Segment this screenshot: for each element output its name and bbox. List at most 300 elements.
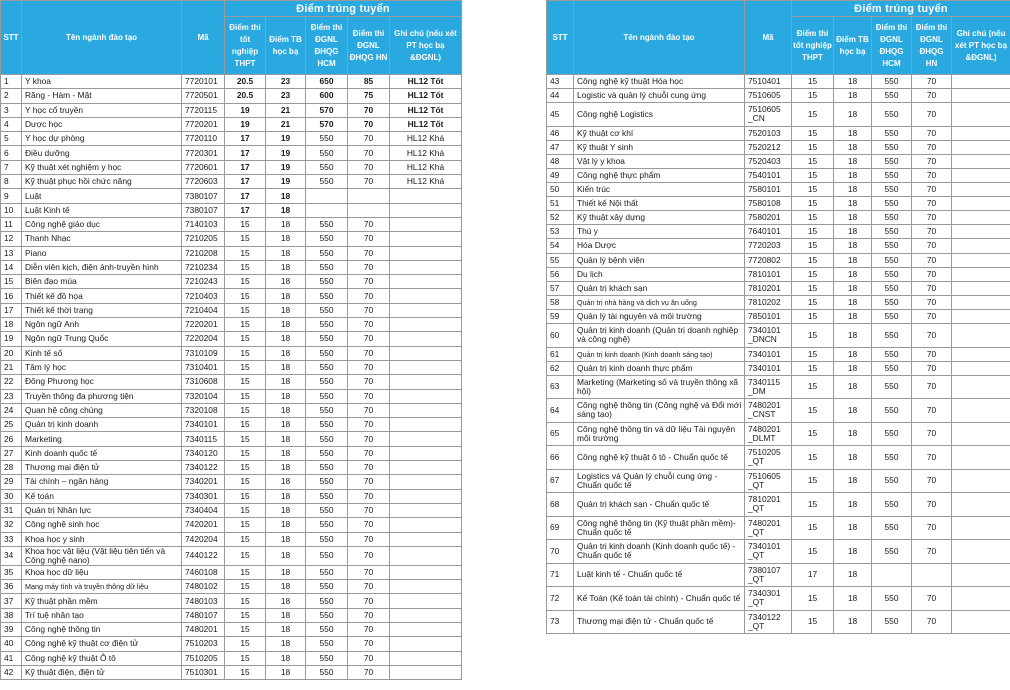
row-score-dgnl-hcm: 550 (872, 347, 912, 361)
row-score-hocba: 18 (834, 239, 872, 253)
row-program-code: 7340101 (745, 361, 792, 375)
row-score-dgnl-hn: 70 (912, 446, 952, 470)
row-score-dgnl-hcm: 550 (872, 126, 912, 140)
row-program-name: Luật Kinh tế (22, 203, 182, 217)
row-score-dgnl-hcm: 550 (872, 375, 912, 399)
row-score-hocba: 19 (266, 146, 306, 160)
row-score-dgnl-hn: 75 (348, 89, 390, 103)
row-stt: 40 (1, 637, 22, 651)
row-score-hocba: 18 (266, 217, 306, 231)
table-row (1, 217, 462, 231)
row-program-name: Kế Toán (Kế toán tài chính) - Chuẩn quốc tế (574, 587, 745, 611)
row-score-dgnl-hn: 70 (348, 532, 390, 546)
row-note (390, 418, 462, 432)
row-program-code: 7580101 (745, 183, 792, 197)
row-program-code: 7480201 _CNST (745, 399, 792, 423)
row-score-dgnl-hn: 70 (348, 461, 390, 475)
row-note (390, 594, 462, 608)
row-score-hocba: 18 (266, 622, 306, 636)
row-program-name: Quản lý bệnh viện (574, 253, 745, 267)
row-score-dgnl-hcm: 550 (306, 546, 348, 565)
header-name: Tên ngành đào tạo (22, 1, 182, 75)
row-score-thpt: 15 (225, 260, 266, 274)
row-note (952, 563, 1010, 587)
row-note (952, 154, 1010, 168)
row-score-hocba: 18 (266, 232, 306, 246)
row-score-thpt: 15 (792, 493, 834, 517)
row-stt: 61 (547, 347, 574, 361)
row-program-name: Truyền thông đa phương tiện (22, 389, 182, 403)
row-note (390, 303, 462, 317)
header-dgnl-hn: Điểm thi ĐGNL ĐHQG HN (348, 17, 390, 75)
row-score-dgnl-hcm: 550 (306, 132, 348, 146)
row-program-code: 7810201 (745, 281, 792, 295)
row-program-code: 7510605 _CN (745, 103, 792, 127)
row-program-code: 7210205 (182, 232, 225, 246)
row-score-dgnl-hn: 70 (348, 175, 390, 189)
row-program-code: 7520403 (745, 154, 792, 168)
row-note (952, 183, 1010, 197)
row-note (952, 295, 1010, 309)
row-program-code: 7380107 (182, 203, 225, 217)
row-score-hocba: 18 (266, 318, 306, 332)
table-row (547, 446, 1010, 470)
row-note (952, 446, 1010, 470)
table-row (1, 260, 462, 274)
row-score-dgnl-hn: 70 (912, 324, 952, 348)
row-stt: 7 (1, 160, 22, 174)
row-program-name: Piano (22, 246, 182, 260)
row-score-hocba: 18 (266, 189, 306, 203)
table-row (547, 154, 1010, 168)
row-score-hocba: 18 (834, 540, 872, 564)
row-score-dgnl-hn: 70 (348, 665, 390, 679)
table-row (547, 239, 1010, 253)
row-note (952, 361, 1010, 375)
row-program-name: Quản lý tài nguyên và môi trường (574, 309, 745, 323)
row-score-thpt: 15 (792, 140, 834, 154)
row-score-thpt: 15 (225, 608, 266, 622)
row-program-code: 7210208 (182, 246, 225, 260)
row-score-thpt: 15 (225, 389, 266, 403)
row-note (390, 637, 462, 651)
row-stt: 56 (547, 267, 574, 281)
table-row (547, 89, 1010, 103)
table-row (1, 418, 462, 432)
row-program-code: 7340101 _QT (745, 540, 792, 564)
row-score-dgnl-hcm: 550 (306, 289, 348, 303)
row-score-thpt: 15 (225, 665, 266, 679)
row-score-dgnl-hcm: 550 (306, 461, 348, 475)
row-program-code: 7810101 (745, 267, 792, 281)
row-score-hocba: 18 (266, 651, 306, 665)
table-row (547, 309, 1010, 323)
row-program-name: Y khoa (22, 75, 182, 89)
row-score-thpt: 15 (225, 275, 266, 289)
row-program-code: 7220201 (182, 318, 225, 332)
row-note (390, 346, 462, 360)
row-program-name: Công nghệ Logistics (574, 103, 745, 127)
row-stt: 71 (547, 563, 574, 587)
row-program-name: Hóa Dược (574, 239, 745, 253)
row-program-code: 7310109 (182, 346, 225, 360)
row-score-hocba: 18 (834, 493, 872, 517)
row-note (952, 89, 1010, 103)
row-score-thpt: 15 (225, 403, 266, 417)
row-score-thpt: 15 (225, 232, 266, 246)
row-score-dgnl-hn: 70 (348, 432, 390, 446)
row-program-name: Thương mại điện tử (22, 461, 182, 475)
row-note (390, 565, 462, 579)
row-stt: 42 (1, 665, 22, 679)
row-score-dgnl-hcm: 550 (306, 594, 348, 608)
table-row (547, 168, 1010, 182)
row-score-dgnl-hn: 70 (348, 518, 390, 532)
row-score-dgnl-hcm: 550 (872, 211, 912, 225)
row-score-dgnl-hn: 85 (348, 75, 390, 89)
row-score-dgnl-hcm (306, 189, 348, 203)
row-program-code: 7510605 _QT (745, 469, 792, 493)
row-score-dgnl-hcm: 570 (306, 103, 348, 117)
row-score-dgnl-hn: 70 (348, 246, 390, 260)
row-program-code: 7310401 (182, 360, 225, 374)
row-score-thpt: 17 (225, 160, 266, 174)
row-program-name: Kiến trúc (574, 183, 745, 197)
row-score-thpt: 15 (225, 637, 266, 651)
row-program-code: 7340301 _QT (745, 587, 792, 611)
table-row (1, 403, 462, 417)
table-row (1, 580, 462, 594)
row-program-code: 7510301 (182, 665, 225, 679)
row-note: HL12 Tốt (390, 117, 462, 131)
row-program-name: Công nghệ thông tin (Kỹ thuật phần mềm)- Chuẩn quốc tế (574, 516, 745, 540)
row-score-dgnl-hn: 70 (912, 610, 952, 634)
table-row (1, 432, 462, 446)
row-stt: 17 (1, 303, 22, 317)
row-score-dgnl-hn: 70 (912, 140, 952, 154)
row-score-dgnl-hcm: 550 (306, 375, 348, 389)
row-note (952, 75, 1010, 89)
row-stt: 73 (547, 610, 574, 634)
row-note (390, 203, 462, 217)
row-score-hocba: 18 (266, 432, 306, 446)
row-program-name: Công nghệ thông tin (22, 622, 182, 636)
row-program-code: 7720802 (745, 253, 792, 267)
row-score-thpt: 15 (225, 418, 266, 432)
row-program-name: Mạng máy tính và truyền thông dữ liệu (22, 580, 182, 594)
row-program-name: Du lịch (574, 267, 745, 281)
row-note (952, 587, 1010, 611)
row-score-hocba: 18 (834, 197, 872, 211)
row-program-name: Kỹ thuật điện, điện tử (22, 665, 182, 679)
row-score-dgnl-hcm: 550 (872, 154, 912, 168)
table-row (1, 546, 462, 565)
row-score-hocba: 18 (834, 225, 872, 239)
row-score-dgnl-hcm: 550 (872, 422, 912, 446)
row-stt: 34 (1, 546, 22, 565)
row-program-name: Công nghệ thông tin (Công nghệ và Đổi mới sáng tạo) (574, 399, 745, 423)
header-note: Ghi chú (nếu xét PT học bạ &ĐGNL) (952, 17, 1010, 75)
row-score-thpt: 15 (225, 217, 266, 231)
row-score-dgnl-hcm: 550 (306, 332, 348, 346)
row-score-thpt: 15 (225, 532, 266, 546)
row-note (390, 665, 462, 679)
row-program-code: 7510203 (182, 637, 225, 651)
row-note (390, 518, 462, 532)
row-stt: 30 (1, 489, 22, 503)
row-program-code: 7340101 _DNCN (745, 324, 792, 348)
row-score-dgnl-hcm: 550 (306, 446, 348, 460)
table-row (547, 295, 1010, 309)
row-program-code: 7210403 (182, 289, 225, 303)
row-program-code: 7340301 (182, 489, 225, 503)
table-row (1, 89, 462, 103)
row-score-hocba: 18 (834, 154, 872, 168)
row-score-dgnl-hn: 70 (912, 225, 952, 239)
row-score-dgnl-hn: 70 (912, 197, 952, 211)
row-note (952, 103, 1010, 127)
row-score-hocba: 18 (266, 375, 306, 389)
row-program-code: 7460108 (182, 565, 225, 579)
row-score-thpt: 15 (792, 126, 834, 140)
row-score-hocba: 18 (834, 469, 872, 493)
row-note (952, 239, 1010, 253)
table-row (547, 197, 1010, 211)
row-stt: 45 (547, 103, 574, 127)
row-stt: 63 (547, 375, 574, 399)
row-stt: 49 (547, 168, 574, 182)
row-score-dgnl-hn: 70 (912, 540, 952, 564)
row-program-name: Quản trị kinh doanh thực phẩm (574, 361, 745, 375)
row-program-code: 7340101 (745, 347, 792, 361)
row-score-hocba: 18 (266, 565, 306, 579)
row-note (952, 610, 1010, 634)
row-score-dgnl-hcm: 550 (872, 75, 912, 89)
row-score-dgnl-hn: 70 (912, 126, 952, 140)
row-stt: 39 (1, 622, 22, 636)
row-score-dgnl-hn: 70 (348, 146, 390, 160)
row-stt: 3 (1, 103, 22, 117)
row-program-code: 7210234 (182, 260, 225, 274)
row-score-dgnl-hn: 70 (348, 403, 390, 417)
table-row (547, 361, 1010, 375)
table-row (1, 665, 462, 679)
row-score-thpt: 17 (225, 203, 266, 217)
row-score-dgnl-hn: 70 (912, 267, 952, 281)
row-score-dgnl-hcm: 550 (872, 361, 912, 375)
row-score-thpt: 15 (792, 89, 834, 103)
table-row (547, 183, 1010, 197)
row-program-name: Ngôn ngữ Anh (22, 318, 182, 332)
row-score-dgnl-hn: 70 (348, 651, 390, 665)
row-score-dgnl-hcm: 550 (872, 197, 912, 211)
row-score-dgnl-hn: 70 (348, 375, 390, 389)
table-row (547, 469, 1010, 493)
row-note (952, 399, 1010, 423)
row-score-hocba: 18 (266, 580, 306, 594)
row-score-hocba: 18 (266, 260, 306, 274)
row-note (390, 461, 462, 475)
row-stt: 54 (547, 239, 574, 253)
row-program-name: Kỹ thuật Y sinh (574, 140, 745, 154)
row-score-dgnl-hcm: 650 (306, 75, 348, 89)
row-score-dgnl-hcm: 550 (872, 140, 912, 154)
row-score-dgnl-hcm: 550 (872, 309, 912, 323)
table-row (547, 587, 1010, 611)
row-score-thpt: 15 (792, 540, 834, 564)
row-score-dgnl-hcm: 550 (306, 146, 348, 160)
table-row (547, 103, 1010, 127)
row-stt: 46 (547, 126, 574, 140)
row-score-thpt: 15 (792, 347, 834, 361)
row-stt: 28 (1, 461, 22, 475)
row-program-name: Thanh Nhạc (22, 232, 182, 246)
table-row (1, 175, 462, 189)
row-note: HL12 Khá (390, 175, 462, 189)
row-program-code: 7420204 (182, 532, 225, 546)
row-score-hocba: 18 (266, 489, 306, 503)
row-program-code: 7220204 (182, 332, 225, 346)
row-note (390, 503, 462, 517)
row-stt: 15 (1, 275, 22, 289)
table-row (1, 622, 462, 636)
row-score-dgnl-hcm: 550 (306, 260, 348, 274)
row-score-thpt: 17 (225, 146, 266, 160)
row-score-dgnl-hn: 70 (348, 303, 390, 317)
row-note: HL12 Khá (390, 146, 462, 160)
row-program-code: 7520103 (745, 126, 792, 140)
row-score-dgnl-hcm: 550 (306, 489, 348, 503)
row-score-thpt: 17 (225, 189, 266, 203)
row-score-dgnl-hn (348, 203, 390, 217)
row-program-name: Dược học (22, 117, 182, 131)
row-score-dgnl-hcm: 570 (306, 117, 348, 131)
row-stt: 60 (547, 324, 574, 348)
row-note (390, 403, 462, 417)
table-row (1, 489, 462, 503)
row-program-code: 7440122 (182, 546, 225, 565)
row-program-name: Thiết kế thời trang (22, 303, 182, 317)
row-score-thpt: 15 (225, 446, 266, 460)
row-stt: 69 (547, 516, 574, 540)
row-note (390, 389, 462, 403)
row-score-dgnl-hn (912, 563, 952, 587)
row-program-name: Quản trị kinh doanh (Quản trị doanh nghiệp và công nghệ) (574, 324, 745, 348)
table-row (547, 126, 1010, 140)
row-score-hocba: 18 (834, 563, 872, 587)
row-program-code: 7510205 _QT (745, 446, 792, 470)
row-score-dgnl-hn: 70 (348, 565, 390, 579)
row-stt: 64 (547, 399, 574, 423)
row-note (390, 532, 462, 546)
table-row (547, 225, 1010, 239)
row-program-code: 7640101 (745, 225, 792, 239)
row-stt: 66 (547, 446, 574, 470)
row-score-dgnl-hcm: 550 (306, 475, 348, 489)
row-score-dgnl-hn: 70 (912, 253, 952, 267)
row-score-thpt: 15 (792, 399, 834, 423)
row-score-thpt: 15 (792, 168, 834, 182)
row-program-code: 7510401 (745, 75, 792, 89)
row-score-hocba: 18 (834, 103, 872, 127)
row-note (390, 375, 462, 389)
row-score-dgnl-hcm: 550 (872, 267, 912, 281)
row-note (952, 211, 1010, 225)
row-stt: 41 (1, 651, 22, 665)
row-score-thpt: 15 (792, 281, 834, 295)
row-score-hocba: 18 (834, 446, 872, 470)
row-stt: 24 (1, 403, 22, 417)
row-score-dgnl-hcm: 550 (306, 580, 348, 594)
row-program-code: 7340122 (182, 461, 225, 475)
row-program-code: 7510605 (745, 89, 792, 103)
row-score-dgnl-hcm: 550 (306, 217, 348, 231)
row-program-code: 7340404 (182, 503, 225, 517)
row-score-dgnl-hn: 70 (348, 160, 390, 174)
row-stt: 18 (1, 318, 22, 332)
row-program-code: 7480201 (182, 622, 225, 636)
row-note (952, 469, 1010, 493)
row-stt: 26 (1, 432, 22, 446)
row-stt: 44 (547, 89, 574, 103)
table-row (547, 540, 1010, 564)
row-stt: 70 (547, 540, 574, 564)
row-program-code: 7140103 (182, 217, 225, 231)
row-score-dgnl-hn: 70 (912, 103, 952, 127)
row-stt: 11 (1, 217, 22, 231)
row-score-dgnl-hn: 70 (912, 295, 952, 309)
row-stt: 62 (547, 361, 574, 375)
row-program-code: 7720201 (182, 117, 225, 131)
header-name: Tên ngành đào tạo (574, 1, 745, 75)
row-score-dgnl-hcm (306, 203, 348, 217)
row-score-dgnl-hcm: 550 (306, 565, 348, 579)
row-score-dgnl-hn: 70 (348, 622, 390, 636)
row-program-name: Quan hệ công chúng (22, 403, 182, 417)
row-score-thpt: 15 (225, 332, 266, 346)
table-row (1, 303, 462, 317)
header-dgnl-hn: Điểm thi ĐGNL ĐHQG HN (912, 17, 952, 75)
row-score-hocba: 18 (266, 594, 306, 608)
row-score-dgnl-hn: 70 (348, 117, 390, 131)
table-row (1, 246, 462, 260)
row-score-dgnl-hcm: 550 (306, 651, 348, 665)
row-score-hocba: 18 (266, 503, 306, 517)
row-score-dgnl-hn: 70 (348, 503, 390, 517)
row-stt: 14 (1, 260, 22, 274)
row-score-dgnl-hcm: 550 (306, 665, 348, 679)
row-note (952, 253, 1010, 267)
row-stt: 58 (547, 295, 574, 309)
table-row (1, 75, 462, 89)
row-score-thpt: 15 (225, 503, 266, 517)
row-score-dgnl-hcm: 550 (306, 303, 348, 317)
row-score-thpt: 19 (225, 117, 266, 131)
row-stt: 47 (547, 140, 574, 154)
row-note: HL12 Tốt (390, 103, 462, 117)
row-program-code: 7850101 (745, 309, 792, 323)
row-stt: 37 (1, 594, 22, 608)
row-score-dgnl-hcm (872, 563, 912, 587)
row-program-code: 7580201 (745, 211, 792, 225)
row-score-hocba: 18 (834, 324, 872, 348)
row-score-thpt: 15 (225, 432, 266, 446)
row-program-name: Công nghệ kỹ thuật ô tô - Chuẩn quốc tế (574, 446, 745, 470)
header-group-title: Điểm trúng tuyển (225, 1, 462, 17)
row-stt: 8 (1, 175, 22, 189)
row-note: HL12 Khá (390, 160, 462, 174)
row-program-code: 7380107 (182, 189, 225, 203)
